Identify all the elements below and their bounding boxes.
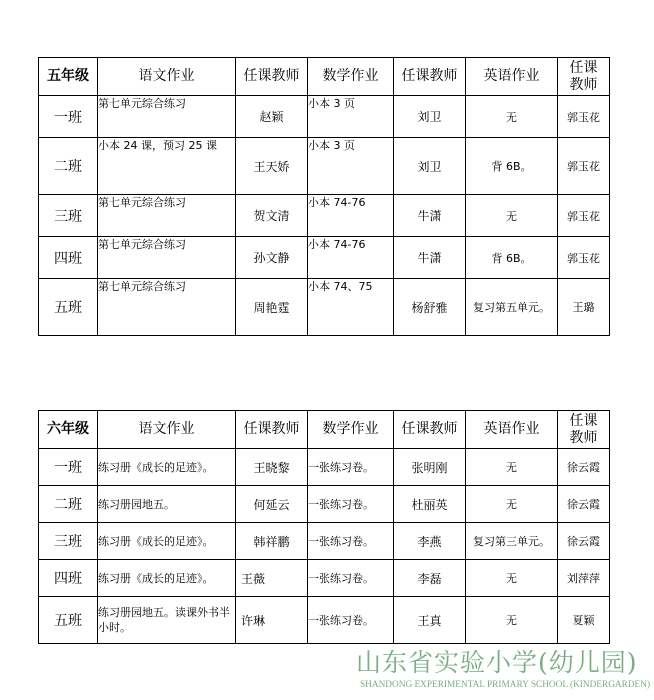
chinese-teacher: 王晓黎 (236, 449, 308, 486)
chinese-teacher: 赵颖 (236, 96, 308, 138)
table-row (39, 523, 610, 560)
english-teacher: 郭玉花 (558, 96, 610, 138)
table-row (39, 96, 610, 138)
table-row (39, 279, 610, 336)
header-chinese: 语文作业 (98, 411, 236, 449)
header-math: 数学作业 (308, 58, 394, 96)
english-homework: 复习第三单元。 (466, 523, 558, 560)
english-teacher: 徐云霞 (558, 486, 610, 523)
english-teacher: 王璐 (558, 279, 610, 336)
table-row (39, 237, 610, 279)
english-homework: 背 6B。 (466, 138, 558, 195)
math-homework: 一张练习卷。 (308, 486, 394, 523)
header-chinese-teacher: 任课教师 (236, 411, 308, 449)
chinese-homework: 小本 24 课，预习 25 课 (98, 138, 236, 195)
grade5-homework-table (38, 57, 610, 336)
math-teacher: 刘卫 (394, 96, 466, 138)
header-math-teacher: 任课教师 (394, 58, 466, 96)
math-homework: 一张练习卷。 (308, 449, 394, 486)
english-homework: 无 (466, 597, 558, 644)
header-math-teacher: 任课教师 (394, 411, 466, 449)
class-label: 三班 (39, 195, 98, 237)
chinese-teacher: 许琳 (236, 597, 308, 644)
math-homework: 小本 74-76 (308, 237, 394, 279)
class-label: 二班 (39, 138, 98, 195)
english-teacher: 徐云霞 (558, 449, 610, 486)
english-homework: 无 (466, 560, 558, 597)
math-homework: 小本 74、75 (308, 279, 394, 336)
chinese-homework: 第七单元综合练习 (98, 237, 236, 279)
class-label: 四班 (39, 560, 98, 597)
class-label: 三班 (39, 523, 98, 560)
chinese-homework: 第七单元综合练习 (98, 195, 236, 237)
header-english: 英语作业 (466, 58, 558, 96)
table-row (39, 597, 610, 644)
table-row (39, 449, 610, 486)
table-row (39, 486, 610, 523)
header-english-teacher: 任课 教师 (558, 411, 610, 449)
math-homework: 小本 3 页 (308, 96, 394, 138)
math-homework: 小本 74-76 (308, 195, 394, 237)
school-name-en: SHANDONG EXPERIMENTAL PRIMARY SCHOOL (KINDERGARDEN) (360, 680, 651, 690)
math-teacher: 牛潇 (394, 237, 466, 279)
math-homework: 一张练习卷。 (308, 523, 394, 560)
chinese-teacher: 王天娇 (236, 138, 308, 195)
table-row (39, 560, 610, 597)
english-teacher: 郭玉花 (558, 195, 610, 237)
school-name-cn: 山东省实验小学(幼儿园) (356, 648, 638, 677)
chinese-teacher: 王薇 (236, 560, 308, 597)
header-english-teacher: 任课 教师 (558, 58, 610, 96)
chinese-teacher: 贺文清 (236, 195, 308, 237)
chinese-homework: 练习册《成长的足迹》。 (98, 449, 236, 486)
math-homework: 一张练习卷。 (308, 560, 394, 597)
header-math: 数学作业 (308, 411, 394, 449)
header-english: 英语作业 (466, 411, 558, 449)
chinese-teacher: 韩祥鹏 (236, 523, 308, 560)
class-label: 一班 (39, 96, 98, 138)
grade6-homework-table (38, 410, 610, 644)
english-homework: 无 (466, 449, 558, 486)
math-homework: 一张练习卷。 (308, 597, 394, 644)
class-label: 五班 (39, 597, 98, 644)
header-chinese-teacher: 任课教师 (236, 58, 308, 96)
english-teacher: 郭玉花 (558, 138, 610, 195)
chinese-homework: 第七单元综合练习 (98, 279, 236, 336)
math-teacher: 李燕 (394, 523, 466, 560)
chinese-homework: 练习册园地五。 (98, 486, 236, 523)
math-teacher: 杨舒雅 (394, 279, 466, 336)
math-teacher: 刘卫 (394, 138, 466, 195)
chinese-homework: 练习册园地五。读课外书半小时。 (98, 597, 236, 644)
english-homework: 无 (466, 195, 558, 237)
math-homework: 小本 3 页 (308, 138, 394, 195)
english-homework: 无 (466, 96, 558, 138)
class-label: 二班 (39, 486, 98, 523)
table-row (39, 195, 610, 237)
chinese-teacher: 何延云 (236, 486, 308, 523)
class-label: 一班 (39, 449, 98, 486)
english-teacher: 夏颖 (558, 597, 610, 644)
chinese-teacher: 孙文静 (236, 237, 308, 279)
english-homework: 背 6B。 (466, 237, 558, 279)
english-teacher: 刘萍萍 (558, 560, 610, 597)
english-teacher: 郭玉花 (558, 237, 610, 279)
table-row (39, 138, 610, 195)
grade-label: 五年级 (39, 58, 98, 96)
math-teacher: 张明刚 (394, 449, 466, 486)
math-teacher: 李磊 (394, 560, 466, 597)
header-row (39, 411, 610, 449)
chinese-homework: 第七单元综合练习 (98, 96, 236, 138)
english-homework: 复习第五单元。 (466, 279, 558, 336)
header-row (39, 58, 610, 96)
school-logo (356, 648, 651, 696)
header-chinese: 语文作业 (98, 58, 236, 96)
english-teacher: 徐云霞 (558, 523, 610, 560)
math-teacher: 王真 (394, 597, 466, 644)
class-label: 五班 (39, 279, 98, 336)
class-label: 四班 (39, 237, 98, 279)
chinese-homework: 练习册《成长的足迹》。 (98, 560, 236, 597)
grade-label: 六年级 (39, 411, 98, 449)
math-teacher: 杜丽英 (394, 486, 466, 523)
chinese-homework: 练习册《成长的足迹》。 (98, 523, 236, 560)
english-homework: 无 (466, 486, 558, 523)
math-teacher: 牛潇 (394, 195, 466, 237)
chinese-teacher: 周艳霆 (236, 279, 308, 336)
